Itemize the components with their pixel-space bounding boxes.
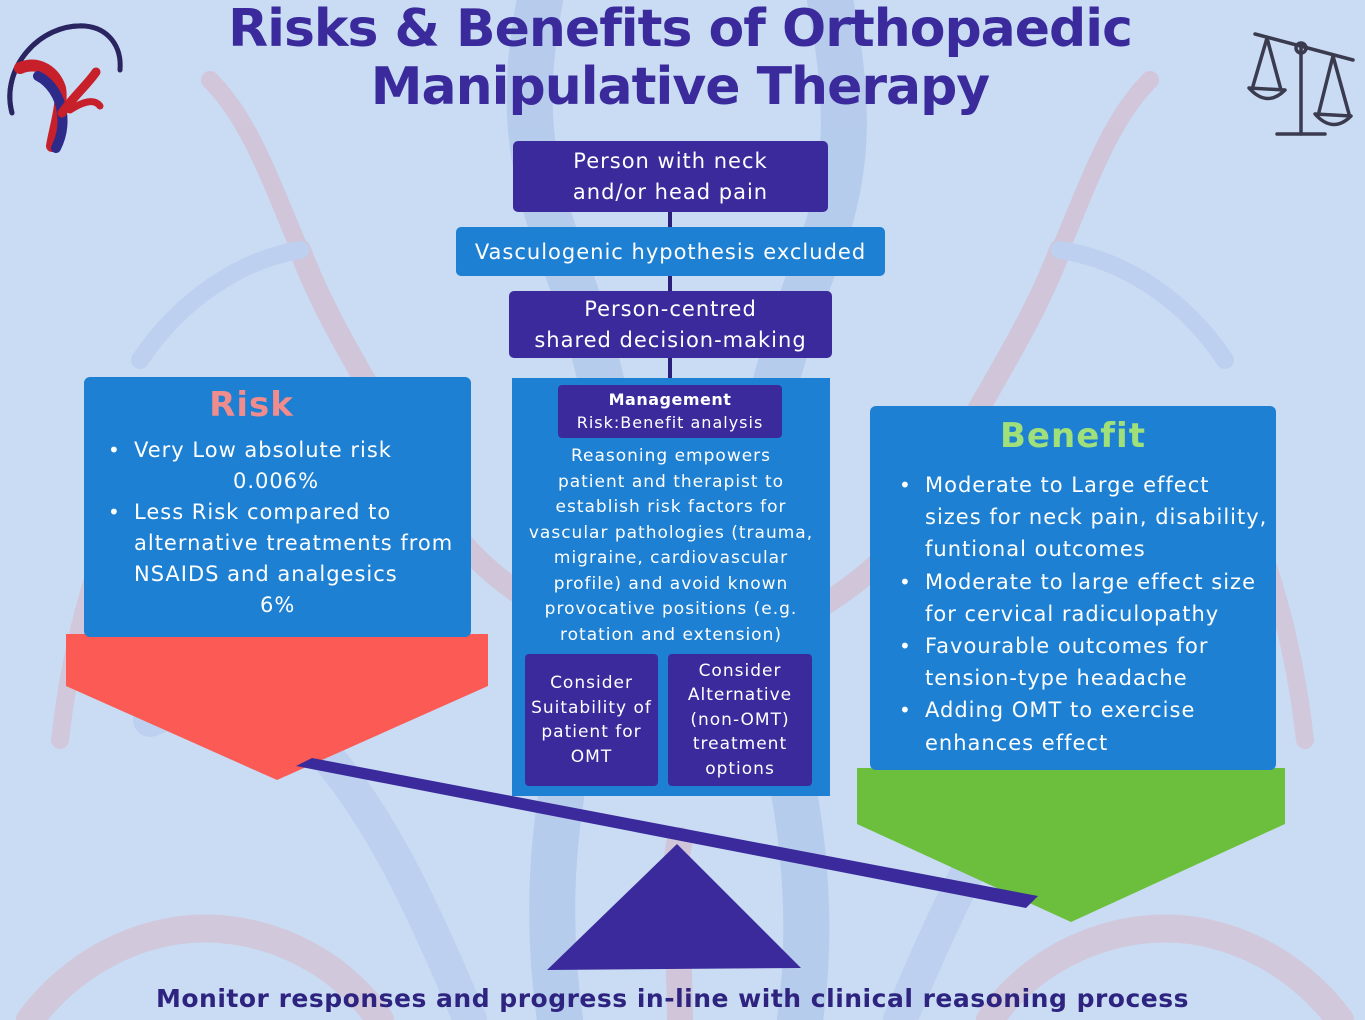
risk-bullet-2-line-1: Less Risk compared to: [134, 500, 392, 524]
flow-step-3-line-1: Person-centred: [584, 296, 757, 321]
option-consider-suitability: [525, 654, 658, 786]
title-line-2: Manipulative Therapy: [370, 57, 990, 117]
benefit-bullet-3-line-1: Favourable outcomes for: [925, 634, 1209, 659]
bullet-dot-icon: •: [899, 698, 912, 723]
bullet-dot-icon: •: [899, 634, 912, 659]
flow-step-3-line-2: shared decision-making: [534, 327, 807, 352]
benefit-panel: [870, 406, 1276, 770]
option-left-line: patient for: [541, 722, 642, 742]
option-right-line: Consider: [698, 660, 782, 681]
benefit-bullet-3-line-2: tension-type headache: [925, 666, 1188, 691]
option-consider-alternative: [668, 654, 812, 786]
risk-heading: Risk: [209, 385, 294, 425]
flow-step-1-line-2: and/or head pain: [572, 179, 769, 204]
reasoning-line: profile) and avoid known: [553, 573, 789, 594]
benefit-bullet-3: [899, 630, 1270, 694]
management-heading: Management: [608, 390, 732, 409]
option-left-line: Consider: [550, 673, 633, 693]
option-right-line: (non-OMT): [690, 709, 790, 730]
reasoning-line: Reasoning empowers: [570, 446, 772, 466]
reasoning-text: [512, 444, 830, 648]
option-left-line: Suitability of: [531, 697, 652, 718]
risk-bullet-1-line-2: 0.006%: [233, 469, 320, 493]
benefit-bullet-4-line-1: Adding OMT to exercise: [925, 698, 1196, 723]
title-line-1: Risks & Benefits of Orthopaedic: [228, 0, 1132, 59]
management-header: [558, 385, 782, 438]
reasoning-line: migraine, cardiovascular: [553, 548, 789, 568]
risk-bullet-2-line-3: NSAIDS and analgesics: [134, 562, 398, 586]
benefit-bullet-2-line-1: Moderate to large effect size: [925, 569, 1256, 594]
option-right-line: Alternative: [687, 685, 793, 706]
benefit-bullet-1-line-2: sizes for neck pain, disability,: [925, 505, 1268, 530]
benefit-bullet-1-line-1: Moderate to Large effect: [925, 473, 1210, 497]
risk-bullet-2-line-2: alternative treatments from: [134, 531, 454, 555]
reasoning-line: provocative positions (e.g.: [544, 599, 798, 619]
bullet-dot-icon: •: [108, 500, 121, 524]
flow-step-2-label: Vasculogenic hypothesis excluded: [474, 239, 867, 264]
benefit-bullet-4-line-2: enhances effect: [925, 730, 1109, 755]
bullet-dot-icon: •: [108, 438, 121, 462]
risk-bullet-1: [108, 435, 469, 497]
bullet-dot-icon: •: [899, 569, 912, 594]
benefit-bullet-1: [899, 469, 1270, 566]
balance-fulcrum: [545, 842, 805, 972]
benefit-bullet-4: [899, 694, 1270, 758]
risk-bullet-1-line-1: Very Low absolute risk: [134, 438, 392, 462]
reasoning-line: patient and therapist to: [557, 471, 785, 492]
option-left-line: OMT: [570, 746, 613, 767]
risk-bullet-list: [108, 435, 469, 621]
benefit-bullet-list: [899, 469, 1270, 759]
benefit-heading: Benefit: [1000, 416, 1146, 456]
option-right-line: treatment: [692, 734, 788, 755]
benefit-bullet-2-line-2: for cervical radiculopathy: [925, 601, 1220, 626]
option-right-line: options: [705, 758, 775, 779]
reasoning-line: vascular pathologies (trauma,: [528, 522, 814, 543]
benefit-bullet-2: [899, 566, 1270, 630]
risk-bullet-2-line-4: 6%: [260, 593, 296, 617]
flow-step-1-line-1: Person with neck: [573, 148, 768, 173]
management-column: [512, 378, 830, 796]
footer-text: Monitor responses and progress in-line with clinical reasoning process: [156, 984, 1189, 1013]
risk-panel: [84, 377, 471, 637]
management-subheading: Risk:Benefit analysis: [576, 413, 764, 432]
bullet-dot-icon: •: [899, 473, 912, 497]
benefit-bullet-1-line-3: funtional outcomes: [925, 537, 1146, 562]
reasoning-line: rotation and extension): [560, 624, 782, 645]
risk-bullet-2: [108, 497, 469, 621]
reasoning-line: establish risk factors for: [555, 497, 787, 517]
